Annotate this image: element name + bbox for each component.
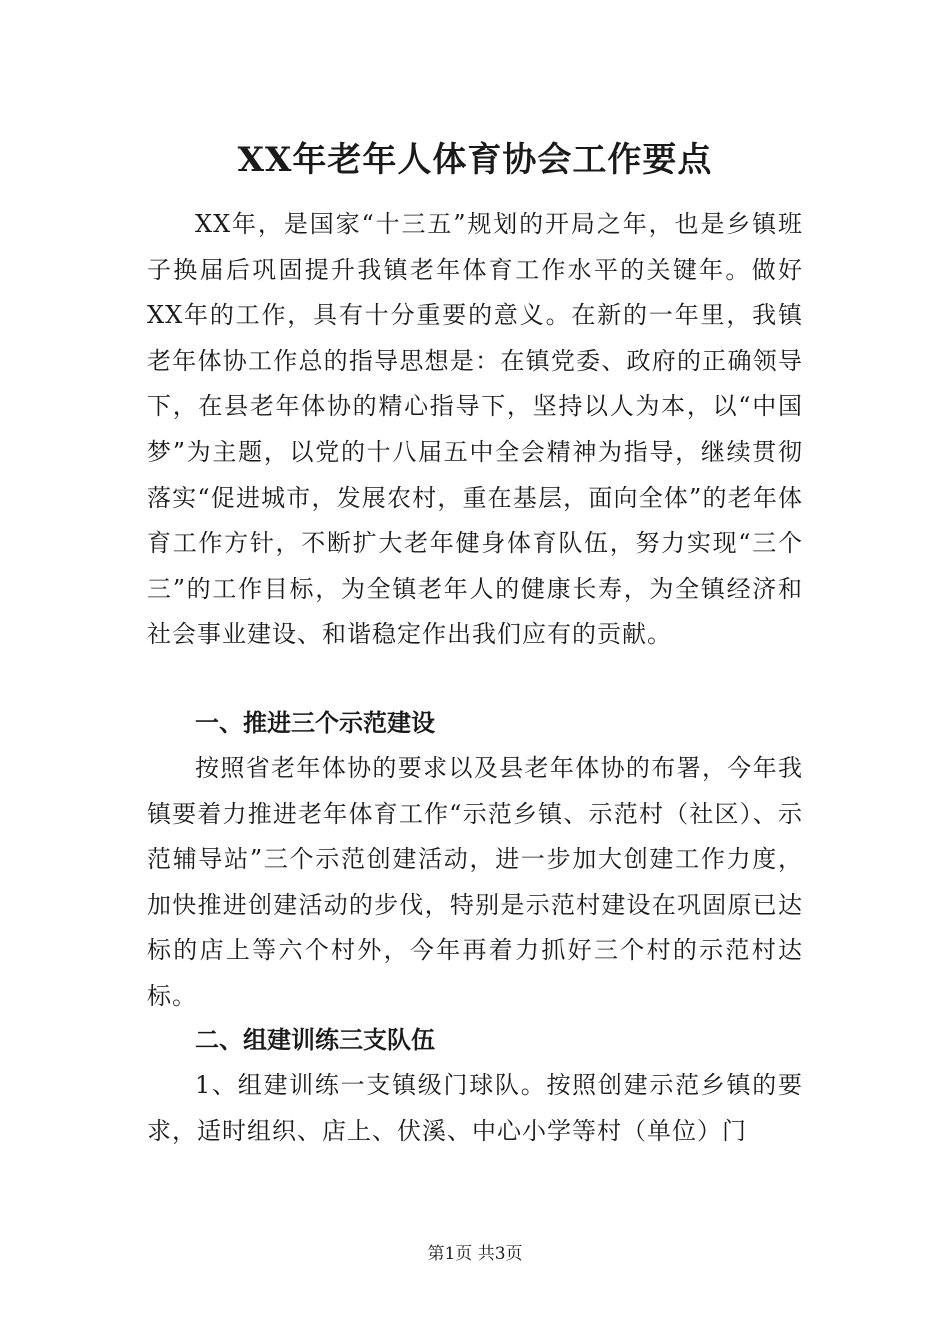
section-heading-2: 二、组建训练三支队伍 [195, 1026, 435, 1054]
section-heading-1: 一、推进三个示范建设 [195, 709, 435, 737]
section1-paragraph: 按照省老年体协的要求以及县老年体协的布署，今年我镇要着力推进老年体育工作“示范乡镇、示范村（社区）、示范辅导站”三个示范创建活动，进一步加大创建工作力度，加快推进创建活动的步伐，特别是示范村建设在巩固原已达标的店上等六个村外，今年再着力抓好三个村的示范村达标。 [147, 754, 803, 1010]
intro-paragraph: XX年，是国家“十三五”规划的开局之年，也是乡镇班子换届后巩固提升我镇老年体育工作水平的关键年。做好XX年的工作，具有十分重要的意义。在新的一年里，我镇老年体协工作总的指导思想是：在镇党委、政府的正确领导下，在县老年体协的精心指导下，坚持以人为本，以“中国梦”为主题，以党的十八届五中全会精神为指导，继续贯彻落实“促进城市，发展农村，重在基层，面向全体”的老年体育工作方针，不断扩大老年健身体育队伍，努力实现“三个三”的工作目标，为全镇老年人的健康长寿，为全镇经济和社会事业建设、和谐稳定作出我们应有的贡献。 [147, 210, 803, 649]
document-title: XX年老年人体育协会工作要点 [237, 140, 713, 180]
section2-paragraph: 1、组建训练一支镇级门球队。按照创建示范乡镇的要求，适时组织、店上、伏溪、中心小学等村（单位）门 [147, 1071, 803, 1145]
page-footer: 第1页 共3页 [427, 1244, 523, 1264]
